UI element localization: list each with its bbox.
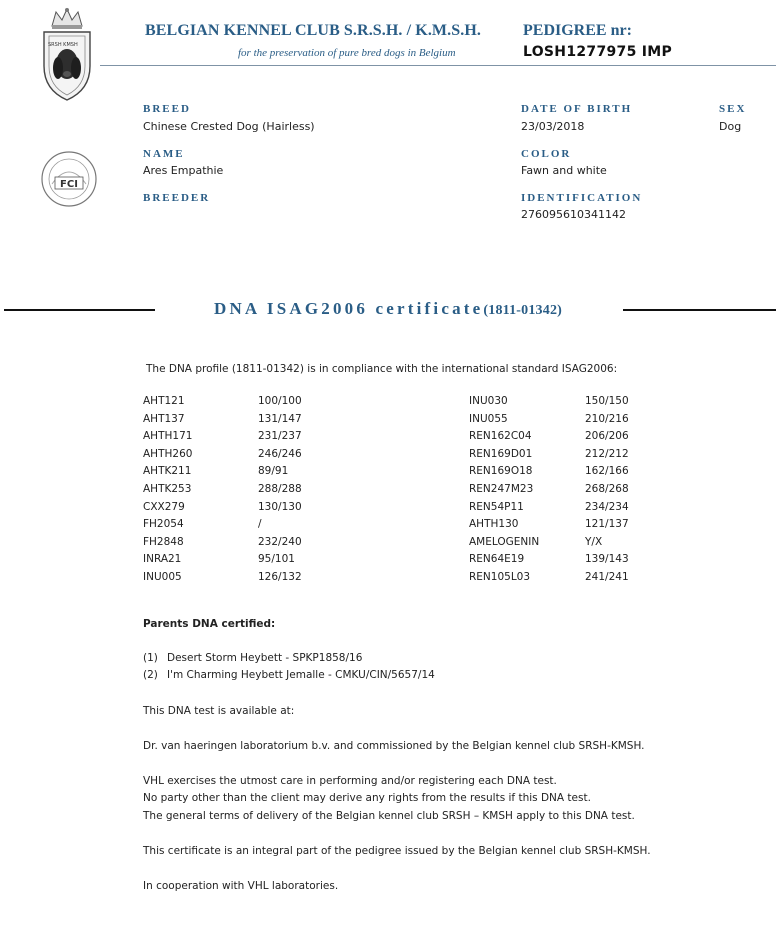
identification-value: 276095610341142 xyxy=(521,208,626,221)
marker-value: 150/150 xyxy=(585,395,629,407)
breeder-label: BREEDER xyxy=(143,192,211,204)
marker-name: AHT121 xyxy=(143,395,185,407)
marker-name: AHTH171 xyxy=(143,430,193,443)
marker-value: 100/100 xyxy=(258,395,302,407)
fci-logo xyxy=(40,150,98,208)
integral-text: This certificate is an integral part of the pedigree issued by the Belgian kennel club SRSH-KMSH. xyxy=(143,845,651,857)
identification-label: IDENTIFICATION xyxy=(521,192,643,204)
cooperation-text: In cooperation with VHL laboratories. xyxy=(143,880,339,892)
marker-value: 126/132 xyxy=(258,571,302,583)
marker-value: 121/137 xyxy=(585,518,629,531)
marker-value: 212/212 xyxy=(585,447,629,460)
marker-name: AHTH130 xyxy=(469,518,519,531)
lab-text: Dr. van haeringen laboratorium b.v. and commissioned by the Belgian kennel club SRSH-KMSH. xyxy=(143,740,645,752)
marker-value: 241/241 xyxy=(585,571,629,583)
marker-value: 288/288 xyxy=(258,483,302,495)
marker-name: REN169O18 xyxy=(469,465,533,478)
marker-value: 232/240 xyxy=(258,535,302,548)
pedigree-number: LOSH1277975 IMP xyxy=(523,44,673,60)
marker-value: 210/216 xyxy=(585,412,629,425)
marker-value: 234/234 xyxy=(585,500,629,513)
parent-text: I'm Charming Heybett Jemalle - CMKU/CIN/5657/14 xyxy=(167,669,435,681)
club-tagline: for the preservation of pure bred dogs in Belgium xyxy=(238,47,456,59)
marker-name: REN64E19 xyxy=(469,553,525,566)
parent-index: (1) xyxy=(143,652,158,664)
name-value: Ares Empathie xyxy=(143,164,224,177)
header-divider xyxy=(100,65,776,66)
marker-value: 131/147 xyxy=(258,412,302,425)
breed-value: Chinese Crested Dog (Hairless) xyxy=(143,120,315,133)
dob-label: DATE OF BIRTH xyxy=(521,103,633,115)
logo-text: SRSH KMSH xyxy=(48,42,78,48)
sex-value: Dog xyxy=(719,120,742,133)
marker-name: REN105L03 xyxy=(469,571,531,583)
care-text-2: No party other than the client may derive any rights from the results if this DNA test. xyxy=(143,792,591,804)
parent-text: Desert Storm Heybett - SPKP1858/16 xyxy=(167,652,363,664)
marker-name: REN247M23 xyxy=(469,483,534,495)
marker-value: 246/246 xyxy=(258,447,302,460)
marker-name: AHT137 xyxy=(143,412,185,425)
marker-value: 89/91 xyxy=(258,465,289,478)
marker-name: CXX279 xyxy=(143,500,185,513)
marker-value: Y/X xyxy=(585,535,603,548)
color-value: Fawn and white xyxy=(521,164,607,177)
marker-name: AHTK253 xyxy=(143,483,192,495)
certificate-title xyxy=(0,299,776,319)
available-at-text: This DNA test is available at: xyxy=(143,705,295,717)
srsh-kmsh-logo xyxy=(38,6,96,102)
color-label: COLOR xyxy=(521,148,572,160)
dob-value: 23/03/2018 xyxy=(521,120,585,133)
sex-label: SEX xyxy=(719,103,747,115)
marker-value: 95/101 xyxy=(258,553,295,566)
marker-value: 130/130 xyxy=(258,500,302,513)
marker-name: REN54P11 xyxy=(469,500,524,513)
marker-value: / xyxy=(258,518,262,531)
care-text-3: The general terms of delivery of the Belgian kennel club SRSH – KMSH apply to this DNA test. xyxy=(143,810,635,822)
marker-name: AHTK211 xyxy=(143,465,192,478)
marker-name: REN162C04 xyxy=(469,430,532,443)
breed-label: BREED xyxy=(143,103,191,115)
marker-name: REN169D01 xyxy=(469,447,533,460)
marker-value: 162/166 xyxy=(585,465,629,478)
club-title: BELGIAN KENNEL CLUB S.R.S.H. / K.M.S.H. xyxy=(145,22,481,39)
marker-value: 231/237 xyxy=(258,430,302,443)
marker-name: INRA21 xyxy=(143,553,182,566)
certificate-intro: The DNA profile (1811-01342) is in compliance with the international standard ISAG2006: xyxy=(146,363,618,375)
marker-value: 139/143 xyxy=(585,553,629,566)
marker-name: AHTH260 xyxy=(143,447,193,460)
fci-logo-text: FCI xyxy=(60,179,78,190)
name-label: NAME xyxy=(143,148,185,160)
parent-index: (2) xyxy=(143,669,158,681)
marker-name: FH2848 xyxy=(143,535,184,548)
marker-value: 268/268 xyxy=(585,483,629,495)
marker-name: INU055 xyxy=(469,412,508,425)
marker-name: AMELOGENIN xyxy=(469,535,540,548)
care-text-1: VHL exercises the utmost care in performing and/or registering each DNA test. xyxy=(143,775,557,787)
marker-name: INU005 xyxy=(143,571,182,583)
parents-heading: Parents DNA certified: xyxy=(143,618,276,630)
marker-value: 206/206 xyxy=(585,430,629,443)
marker-name: FH2054 xyxy=(143,518,184,531)
certificate-number: (1811-01342) xyxy=(483,303,563,318)
certificate-title-text: DNA ISAG2006 certificate xyxy=(213,299,484,318)
marker-name: INU030 xyxy=(469,395,508,407)
pedigree-label: PEDIGREE nr: xyxy=(523,22,632,39)
